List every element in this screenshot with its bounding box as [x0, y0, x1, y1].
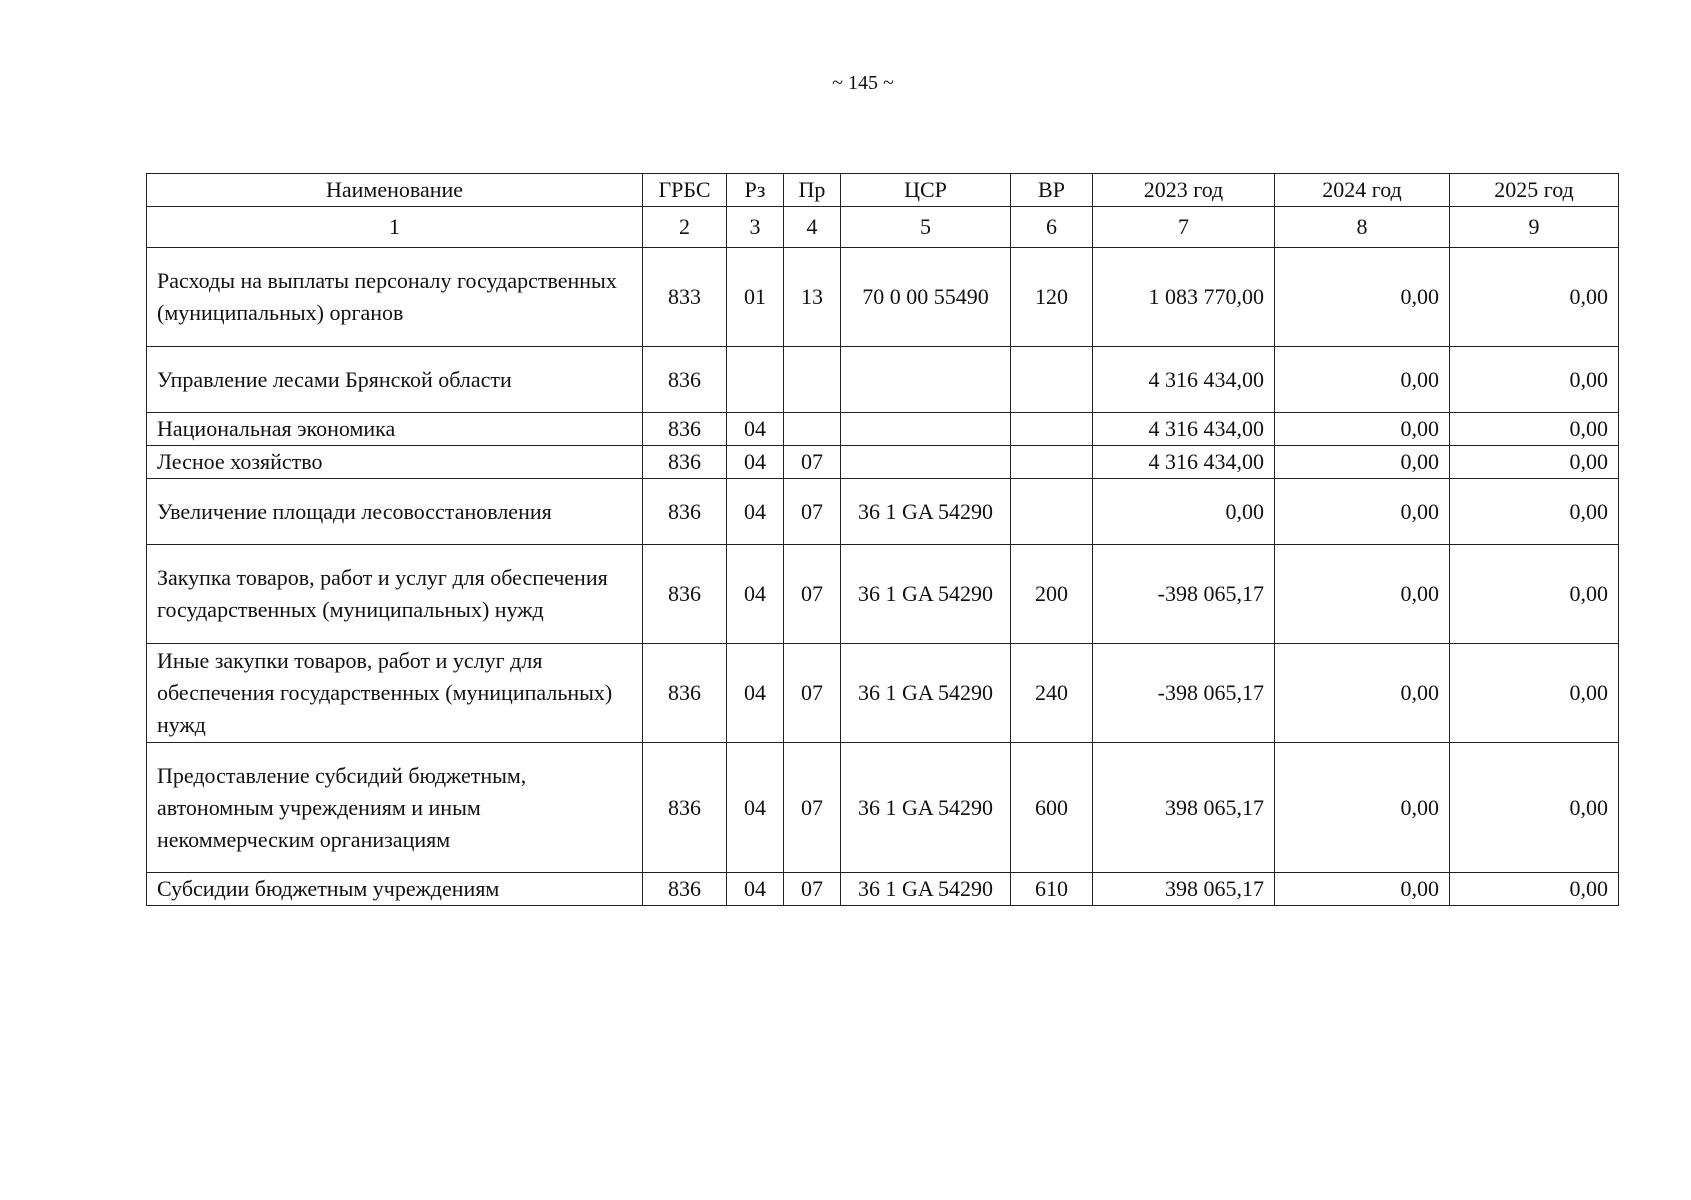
- column-number: 6: [1011, 207, 1093, 248]
- table-row: [147, 347, 1619, 413]
- row-2023: -398 065,17: [1093, 644, 1275, 743]
- header-grbs: ГРБС: [643, 174, 727, 207]
- row-rz: 04: [727, 644, 784, 743]
- header-csr: ЦСР: [841, 174, 1011, 207]
- row-grbs: 836: [643, 545, 727, 644]
- row-rz: 04: [727, 545, 784, 644]
- row-rz: 04: [727, 479, 784, 545]
- header-row: [147, 174, 1619, 207]
- row-pr: 07: [784, 644, 841, 743]
- row-pr: 07: [784, 446, 841, 479]
- row-name: Национальная экономика: [147, 413, 643, 446]
- row-vr: 200: [1011, 545, 1093, 644]
- column-number: 2: [643, 207, 727, 248]
- row-rz: 04: [727, 413, 784, 446]
- header-2023: 2023 год: [1093, 174, 1275, 207]
- row-2024: 0,00: [1275, 873, 1450, 906]
- row-pr: 07: [784, 545, 841, 644]
- table-row: [147, 479, 1619, 545]
- row-rz: 04: [727, 743, 784, 873]
- row-grbs: 836: [643, 347, 727, 413]
- row-vr: [1011, 446, 1093, 479]
- row-grbs: 836: [643, 873, 727, 906]
- column-number: 1: [147, 207, 643, 248]
- row-2024: 0,00: [1275, 446, 1450, 479]
- row-rz: [727, 347, 784, 413]
- column-number: 4: [784, 207, 841, 248]
- row-grbs: 836: [643, 479, 727, 545]
- row-grbs: 836: [643, 413, 727, 446]
- row-2025: 0,00: [1450, 248, 1619, 347]
- row-vr: 240: [1011, 644, 1093, 743]
- header-rz: Рз: [727, 174, 784, 207]
- row-2025: 0,00: [1450, 873, 1619, 906]
- row-vr: [1011, 347, 1093, 413]
- row-vr: 600: [1011, 743, 1093, 873]
- row-name: Субсидии бюджетным учреждениям: [147, 873, 643, 906]
- row-csr: [841, 413, 1011, 446]
- column-number: 5: [841, 207, 1011, 248]
- page-number: ~ 145 ~: [832, 72, 894, 94]
- row-2025: 0,00: [1450, 644, 1619, 743]
- row-pr: 07: [784, 479, 841, 545]
- row-csr: 36 1 GA 54290: [841, 873, 1011, 906]
- table-row: [147, 873, 1619, 906]
- row-csr: 36 1 GA 54290: [841, 545, 1011, 644]
- row-vr: [1011, 413, 1093, 446]
- row-rz: 04: [727, 873, 784, 906]
- row-name: Предоставление субсидий бюджетным, автономным учреждениям и иным некоммерческим организациям: [147, 743, 643, 873]
- header-2025: 2025 год: [1450, 174, 1619, 207]
- row-pr: [784, 413, 841, 446]
- row-grbs: 836: [643, 743, 727, 873]
- row-name: Увеличение площади лесовосстановления: [147, 479, 643, 545]
- row-grbs: 833: [643, 248, 727, 347]
- row-2023: 4 316 434,00: [1093, 413, 1275, 446]
- row-2024: 0,00: [1275, 479, 1450, 545]
- row-csr: [841, 347, 1011, 413]
- row-vr: [1011, 479, 1093, 545]
- table-row: [147, 743, 1619, 873]
- row-2023: 398 065,17: [1093, 873, 1275, 906]
- row-2023: 1 083 770,00: [1093, 248, 1275, 347]
- row-2025: 0,00: [1450, 479, 1619, 545]
- column-number-row: [147, 207, 1619, 248]
- budget-table: [146, 173, 1619, 906]
- row-2024: 0,00: [1275, 644, 1450, 743]
- row-2023: 4 316 434,00: [1093, 347, 1275, 413]
- row-csr: 36 1 GA 54290: [841, 743, 1011, 873]
- row-name: Иные закупки товаров, работ и услуг для обеспечения государственных (муниципальных) нужд: [147, 644, 643, 743]
- row-csr: 36 1 GA 54290: [841, 479, 1011, 545]
- row-vr: 120: [1011, 248, 1093, 347]
- row-2024: 0,00: [1275, 347, 1450, 413]
- row-csr: 70 0 00 55490: [841, 248, 1011, 347]
- row-2023: 4 316 434,00: [1093, 446, 1275, 479]
- row-pr: 13: [784, 248, 841, 347]
- row-name: Управление лесами Брянской области: [147, 347, 643, 413]
- row-2025: 0,00: [1450, 545, 1619, 644]
- column-number: 8: [1275, 207, 1450, 248]
- row-2025: 0,00: [1450, 413, 1619, 446]
- row-2023: 398 065,17: [1093, 743, 1275, 873]
- row-2025: 0,00: [1450, 446, 1619, 479]
- row-pr: 07: [784, 873, 841, 906]
- row-2024: 0,00: [1275, 743, 1450, 873]
- row-rz: 01: [727, 248, 784, 347]
- row-2023: 0,00: [1093, 479, 1275, 545]
- row-pr: 07: [784, 743, 841, 873]
- header-pr: Пр: [784, 174, 841, 207]
- header-name: Наименование: [147, 174, 643, 207]
- row-rz: 04: [727, 446, 784, 479]
- row-name: Лесное хозяйство: [147, 446, 643, 479]
- table-row: [147, 644, 1619, 743]
- row-vr: 610: [1011, 873, 1093, 906]
- row-csr: 36 1 GA 54290: [841, 644, 1011, 743]
- column-number: 9: [1450, 207, 1619, 248]
- row-pr: [784, 347, 841, 413]
- row-2025: 0,00: [1450, 347, 1619, 413]
- column-number: 3: [727, 207, 784, 248]
- row-2024: 0,00: [1275, 248, 1450, 347]
- row-2024: 0,00: [1275, 413, 1450, 446]
- table-row: [147, 248, 1619, 347]
- row-2024: 0,00: [1275, 545, 1450, 644]
- table-row: [147, 446, 1619, 479]
- column-number: 7: [1093, 207, 1275, 248]
- row-csr: [841, 446, 1011, 479]
- row-grbs: 836: [643, 446, 727, 479]
- row-name: Расходы на выплаты персоналу государственных (муниципальных) органов: [147, 248, 643, 347]
- row-2023: -398 065,17: [1093, 545, 1275, 644]
- row-name: Закупка товаров, работ и услуг для обеспечения государственных (муниципальных) нужд: [147, 545, 643, 644]
- header-2024: 2024 год: [1275, 174, 1450, 207]
- table-row: [147, 545, 1619, 644]
- header-vr: ВР: [1011, 174, 1093, 207]
- row-grbs: 836: [643, 644, 727, 743]
- table-row: [147, 413, 1619, 446]
- row-2025: 0,00: [1450, 743, 1619, 873]
